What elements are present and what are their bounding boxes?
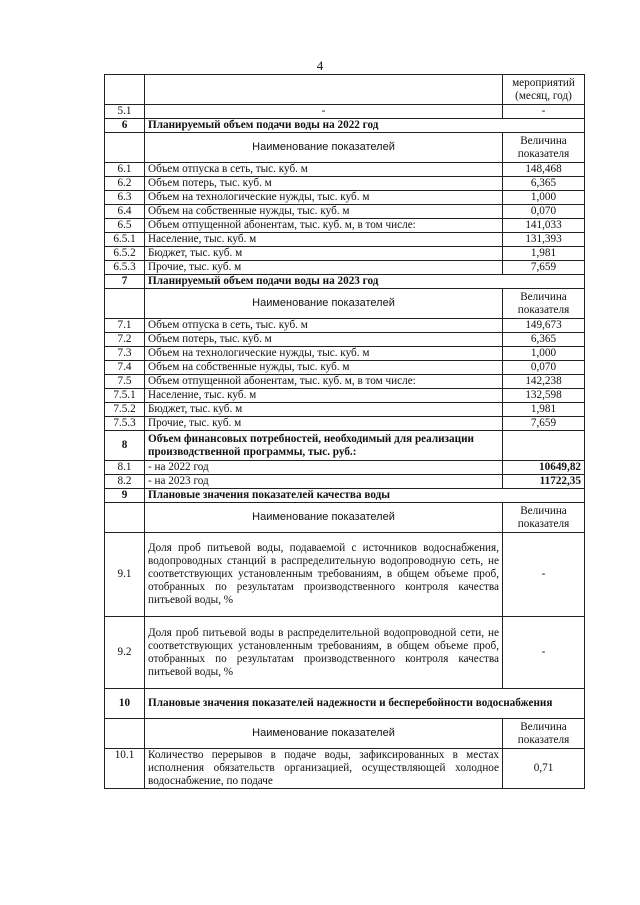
row-name: Объем отпуска в сеть, тыс. куб. м: [145, 163, 503, 177]
row-number: 7.1: [105, 319, 145, 333]
row-number: 10.1: [105, 749, 145, 789]
row-number: 7.3: [105, 347, 145, 361]
section-title: Плановые значения показателей качества воды: [145, 489, 585, 503]
row-name: Население, тыс. куб. м: [145, 389, 503, 403]
row-name: - на 2022 год: [145, 461, 503, 475]
continued-header-row: [105, 75, 585, 105]
table-row: [105, 205, 585, 219]
row-value: 1,000: [503, 347, 585, 361]
row-number: 9.1: [105, 533, 145, 617]
row-value: 1,981: [503, 403, 585, 417]
section-number: 8: [105, 431, 145, 461]
row-number: 7.4: [105, 361, 145, 375]
row-number: 7.5.1: [105, 389, 145, 403]
row-value: 142,238: [503, 375, 585, 389]
column-header-name: Наименование показателей: [145, 719, 503, 749]
section-title: Плановые значения показателей надежности и бесперебойности водоснабжения: [145, 689, 585, 719]
column-header-row: [105, 133, 585, 163]
row-value: 6,365: [503, 177, 585, 191]
row-value: 7,659: [503, 261, 585, 275]
column-header-value: Величина показателя: [503, 133, 585, 163]
section-title-row: [105, 489, 585, 503]
table-row: [105, 417, 585, 431]
column-header-num: [105, 719, 145, 749]
row-value: 0,71: [503, 749, 585, 789]
table-row: [105, 261, 585, 275]
row-value: 6,365: [503, 333, 585, 347]
row-value: 132,598: [503, 389, 585, 403]
row-number: 6.2: [105, 177, 145, 191]
column-header-num: [105, 503, 145, 533]
table-row: [105, 191, 585, 205]
column-header-value: Величина показателя: [503, 503, 585, 533]
table-row: [105, 461, 585, 475]
row-name: Количество перерывов в подаче воды, зафиксированных в местах исполнения обязательств организацией, осуществляющей холодное водоснабжение, по подаче: [145, 749, 503, 789]
row-name: Объем на технологические нужды, тыс. куб. м: [145, 191, 503, 205]
row-value: 7,659: [503, 417, 585, 431]
table-row: [105, 749, 585, 789]
row-name: Доля проб питьевой воды, подаваемой с источников водоснабжения, водопроводных станций в распределительную водопроводную сеть, не соответствующих установленным требованиям, в общем объеме проб, отобранных по результатам производственного контроля качества питьевой воды, %: [145, 533, 503, 617]
row-name: Прочие, тыс. куб. м: [145, 261, 503, 275]
row-number: 6.4: [105, 205, 145, 219]
section-title-row: [105, 119, 585, 133]
section-number: 9: [105, 489, 145, 503]
row-name: Бюджет, тыс. куб. м: [145, 247, 503, 261]
section-title-value: [503, 431, 585, 461]
row-number: 6.5.1: [105, 233, 145, 247]
table-row: [105, 475, 585, 489]
row-name: Объем отпущенной абонентам, тыс. куб. м, в том числе:: [145, 219, 503, 233]
column-header-name: Наименование показателей: [145, 133, 503, 163]
section-number: 10: [105, 689, 145, 719]
page-number: 4: [316, 58, 324, 73]
row-value: 10649,82: [503, 461, 585, 475]
column-header-num: [105, 133, 145, 163]
table-row: [105, 247, 585, 261]
table-row: [105, 233, 585, 247]
table-row: [105, 375, 585, 389]
row-value: 141,033: [503, 219, 585, 233]
row-number: 6.3: [105, 191, 145, 205]
table-row: [105, 403, 585, 417]
row-number: 8.1: [105, 461, 145, 475]
row-value: 1,981: [503, 247, 585, 261]
row-name: Объем на собственные нужды, тыс. куб. м: [145, 361, 503, 375]
section-number: 6: [105, 119, 145, 133]
row-value: 11722,35: [503, 475, 585, 489]
row-name: Объем отпуска в сеть, тыс. куб. м: [145, 319, 503, 333]
table-row: [105, 219, 585, 233]
row-number: 6.5.2: [105, 247, 145, 261]
table-row: [105, 617, 585, 689]
column-header-name: Наименование показателей: [145, 503, 503, 533]
header-value-cell: мероприятий (месяц, год): [503, 75, 585, 105]
row-value: -: [503, 617, 585, 689]
header-name-cell: [145, 75, 503, 105]
row-name: Объем на собственные нужды, тыс. куб. м: [145, 205, 503, 219]
row-number: 6.5.3: [105, 261, 145, 275]
row-name: Доля проб питьевой воды в распределительной водопроводной сети, не соответствующих установленным требованиям, в общем объеме проб, отобранных по результатам производственного контроля качества питьевой воды, %: [145, 617, 503, 689]
row-name: Объем на технологические нужды, тыс. куб. м: [145, 347, 503, 361]
row-number: 5.1: [105, 105, 145, 119]
row-value: 1,000: [503, 191, 585, 205]
row-number: 7.5.3: [105, 417, 145, 431]
row-number: 6.5: [105, 219, 145, 233]
row-value: -: [503, 533, 585, 617]
section-title-row: [105, 275, 585, 289]
row-value: 149,673: [503, 319, 585, 333]
table-row: [105, 177, 585, 191]
section-title: Планируемый объем подачи воды на 2022 год: [145, 119, 585, 133]
row-name: -: [145, 105, 503, 119]
section-number: 7: [105, 275, 145, 289]
row-number: 9.2: [105, 617, 145, 689]
row-number: 8.2: [105, 475, 145, 489]
row-name: Объем потерь, тыс. куб. м: [145, 333, 503, 347]
row-value: 0,070: [503, 205, 585, 219]
row-name: Население, тыс. куб. м: [145, 233, 503, 247]
header-num-cell: [105, 75, 145, 105]
row-number: 6.1: [105, 163, 145, 177]
section-title-row: [105, 689, 585, 719]
table-row: [105, 361, 585, 375]
production-program-table: [104, 74, 585, 789]
table-row: [105, 319, 585, 333]
row-name: Объем отпущенной абонентам, тыс. куб. м, в том числе:: [145, 375, 503, 389]
table-row: [105, 347, 585, 361]
column-header-row: [105, 719, 585, 749]
section-title-row: [105, 431, 585, 461]
row-name: Бюджет, тыс. куб. м: [145, 403, 503, 417]
column-header-name: Наименование показателей: [145, 289, 503, 319]
column-header-value: Величина показателя: [503, 289, 585, 319]
section-title: Объем финансовых потребностей, необходимый для реализации производственной программы, тыс. руб.:: [145, 431, 503, 461]
table-row: [105, 105, 585, 119]
row-value: 131,393: [503, 233, 585, 247]
row-name: - на 2023 год: [145, 475, 503, 489]
row-value: 0,070: [503, 361, 585, 375]
section-title: Планируемый объем подачи воды на 2023 год: [145, 275, 585, 289]
column-header-num: [105, 289, 145, 319]
row-name: Прочие, тыс. куб. м: [145, 417, 503, 431]
row-number: 7.5: [105, 375, 145, 389]
row-number: 7.5.2: [105, 403, 145, 417]
table-row: [105, 163, 585, 177]
row-value: -: [503, 105, 585, 119]
row-value: 148,468: [503, 163, 585, 177]
column-header-value: Величина показателя: [503, 719, 585, 749]
row-number: 7.2: [105, 333, 145, 347]
table-row: [105, 533, 585, 617]
table-row: [105, 389, 585, 403]
table-row: [105, 333, 585, 347]
column-header-row: [105, 289, 585, 319]
row-name: Объем потерь, тыс. куб. м: [145, 177, 503, 191]
column-header-row: [105, 503, 585, 533]
